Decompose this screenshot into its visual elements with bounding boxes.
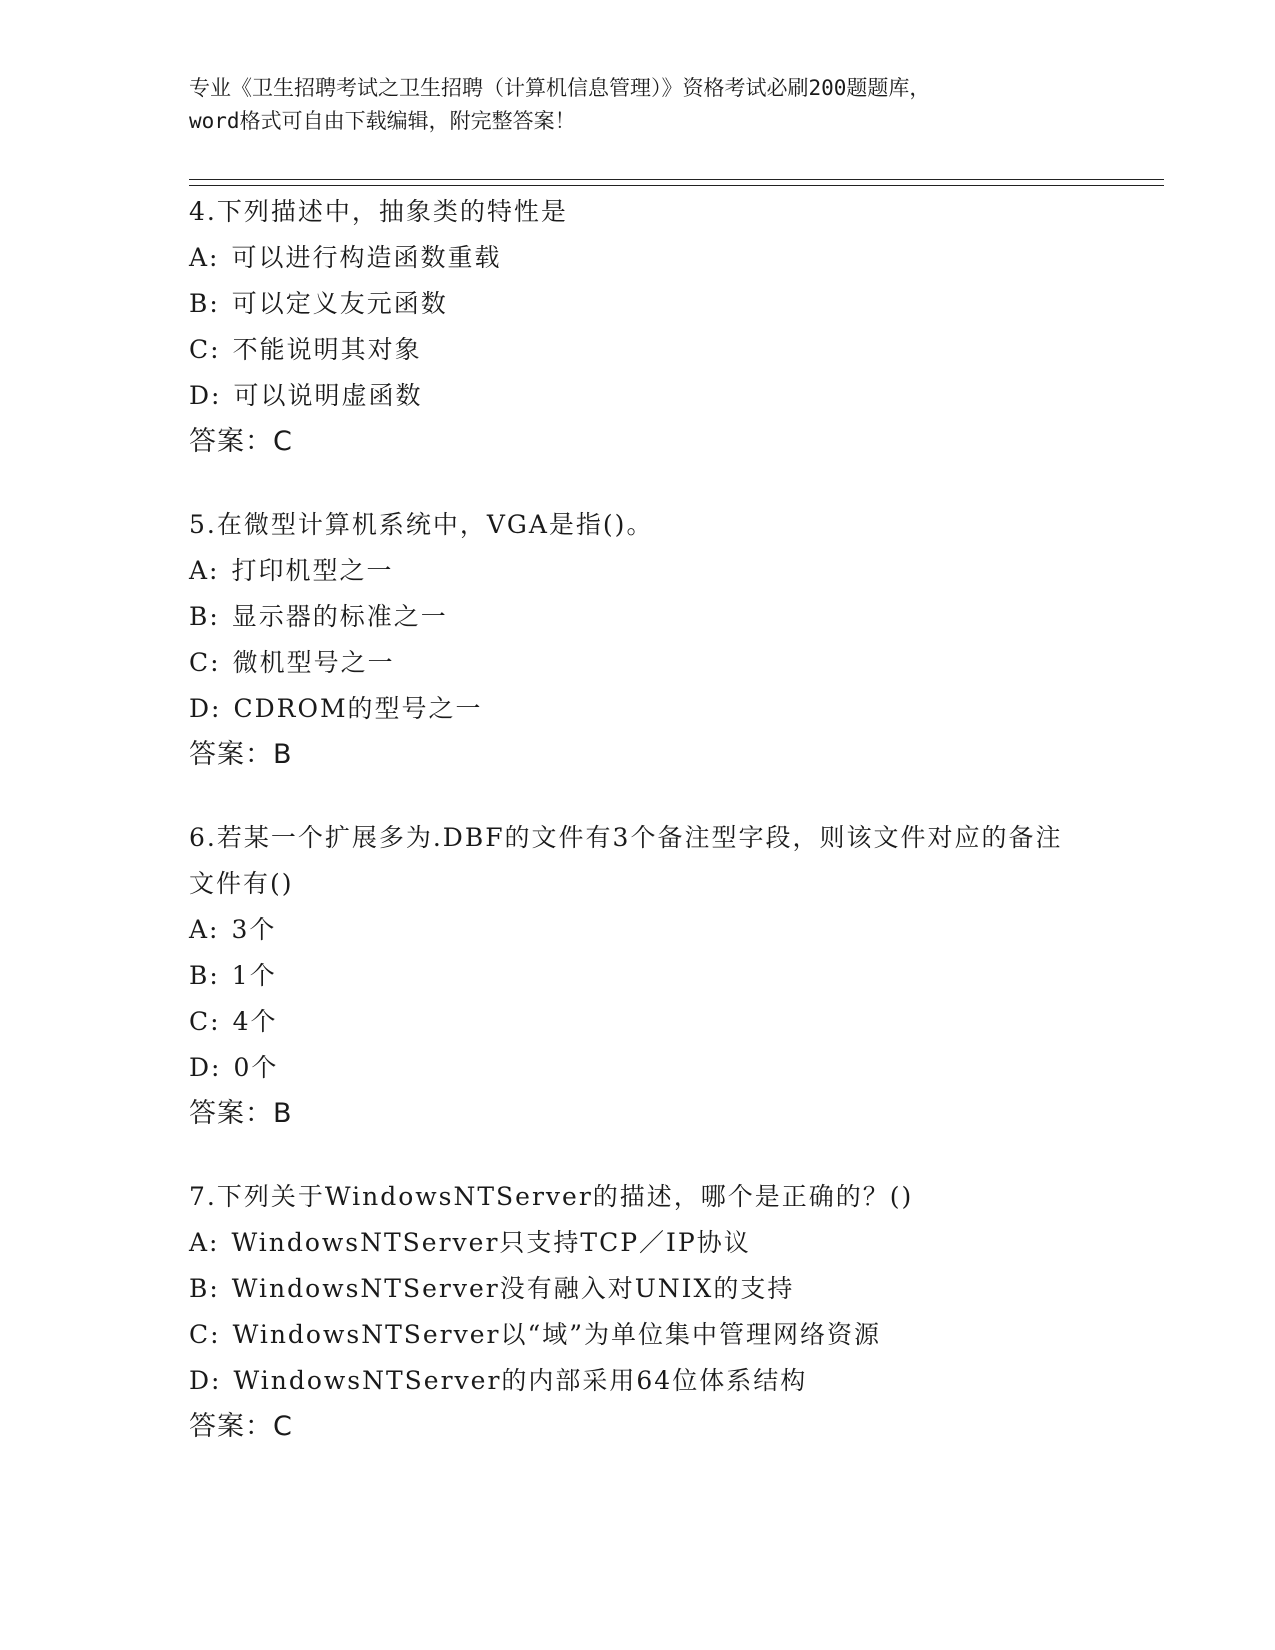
option-label: A: bbox=[189, 556, 220, 585]
option-label: D: bbox=[189, 381, 222, 410]
option-c bbox=[189, 999, 1129, 1045]
option-b bbox=[189, 281, 1129, 327]
header-line-2: word格式可自由下载编辑，附完整答案！ bbox=[189, 109, 576, 133]
question-text: 4.下列描述中，抽象类的特性是 bbox=[189, 197, 568, 226]
option-d bbox=[189, 1045, 1129, 1091]
option-b bbox=[189, 594, 1129, 640]
option-label: B: bbox=[189, 289, 220, 318]
question-list bbox=[189, 189, 1129, 1487]
question-text: 6.若某一个扩展多为.DBF的文件有3个备注型字段，则该文件对应的备注文件有() bbox=[189, 823, 1063, 898]
option-label: B: bbox=[189, 602, 220, 631]
option-c bbox=[189, 327, 1129, 373]
option-label: C: bbox=[189, 648, 221, 677]
option-b bbox=[189, 953, 1129, 999]
question-text: 5.在微型计算机系统中，VGA是指()。 bbox=[189, 510, 654, 539]
option-text: 微机型号之一 bbox=[232, 648, 395, 677]
option-label: A: bbox=[189, 915, 220, 944]
option-label: D: bbox=[189, 1366, 222, 1395]
option-label: C: bbox=[189, 1007, 221, 1036]
option-c bbox=[189, 1312, 1129, 1358]
question-text: 7.下列关于WindowsNTServer的描述，哪个是正确的？() bbox=[189, 1182, 914, 1211]
option-c bbox=[189, 640, 1129, 686]
option-label: D: bbox=[189, 1053, 222, 1082]
option-label: D: bbox=[189, 694, 222, 723]
option-text: 可以定义友元函数 bbox=[231, 289, 448, 318]
option-a bbox=[189, 548, 1129, 594]
option-text: 3个 bbox=[231, 915, 277, 944]
option-text: WindowsNTServer只支持TCP／IP协议 bbox=[231, 1228, 751, 1257]
option-text: WindowsNTServer没有融入对UNIX的支持 bbox=[231, 1274, 795, 1303]
option-a bbox=[189, 907, 1129, 953]
option-a bbox=[189, 235, 1129, 281]
option-d bbox=[189, 1358, 1129, 1404]
option-d bbox=[189, 686, 1129, 732]
answer-line: 答案：C bbox=[189, 1411, 293, 1442]
answer-line: 答案：C bbox=[189, 426, 293, 457]
option-text: 可以说明虚函数 bbox=[233, 381, 423, 410]
option-label: C: bbox=[189, 335, 221, 364]
option-text: 打印机型之一 bbox=[231, 556, 394, 585]
option-text: 可以进行构造函数重载 bbox=[231, 243, 502, 272]
option-label: A: bbox=[189, 243, 220, 272]
option-a bbox=[189, 1220, 1129, 1266]
option-text: 显示器的标准之一 bbox=[231, 602, 448, 631]
option-d bbox=[189, 373, 1129, 419]
option-text: 1个 bbox=[231, 961, 277, 990]
option-text: WindowsNTServer的内部采用64位体系结构 bbox=[233, 1366, 808, 1395]
question-item bbox=[189, 502, 1129, 778]
option-label: B: bbox=[189, 961, 220, 990]
document-header bbox=[189, 72, 1089, 138]
option-text: 0个 bbox=[233, 1053, 279, 1082]
option-text: CDROM的型号之一 bbox=[233, 694, 483, 723]
question-item bbox=[189, 815, 1129, 1137]
question-item bbox=[189, 189, 1129, 465]
option-label: C: bbox=[189, 1320, 221, 1349]
option-text: 不能说明其对象 bbox=[232, 335, 422, 364]
header-divider-top bbox=[189, 179, 1164, 180]
header-divider-bottom bbox=[189, 185, 1164, 186]
header-line-1: 专业《卫生招聘考试之卫生招聘（计算机信息管理）》资格考试必刷200题题库， bbox=[189, 76, 931, 100]
option-label: B: bbox=[189, 1274, 220, 1303]
option-label: A: bbox=[189, 1228, 220, 1257]
answer-line: 答案：B bbox=[189, 1098, 293, 1129]
question-item bbox=[189, 1174, 1129, 1450]
option-b bbox=[189, 1266, 1129, 1312]
option-text: WindowsNTServer以“域”为单位集中管理网络资源 bbox=[232, 1320, 882, 1349]
option-text: 4个 bbox=[232, 1007, 278, 1036]
answer-line: 答案：B bbox=[189, 739, 293, 770]
